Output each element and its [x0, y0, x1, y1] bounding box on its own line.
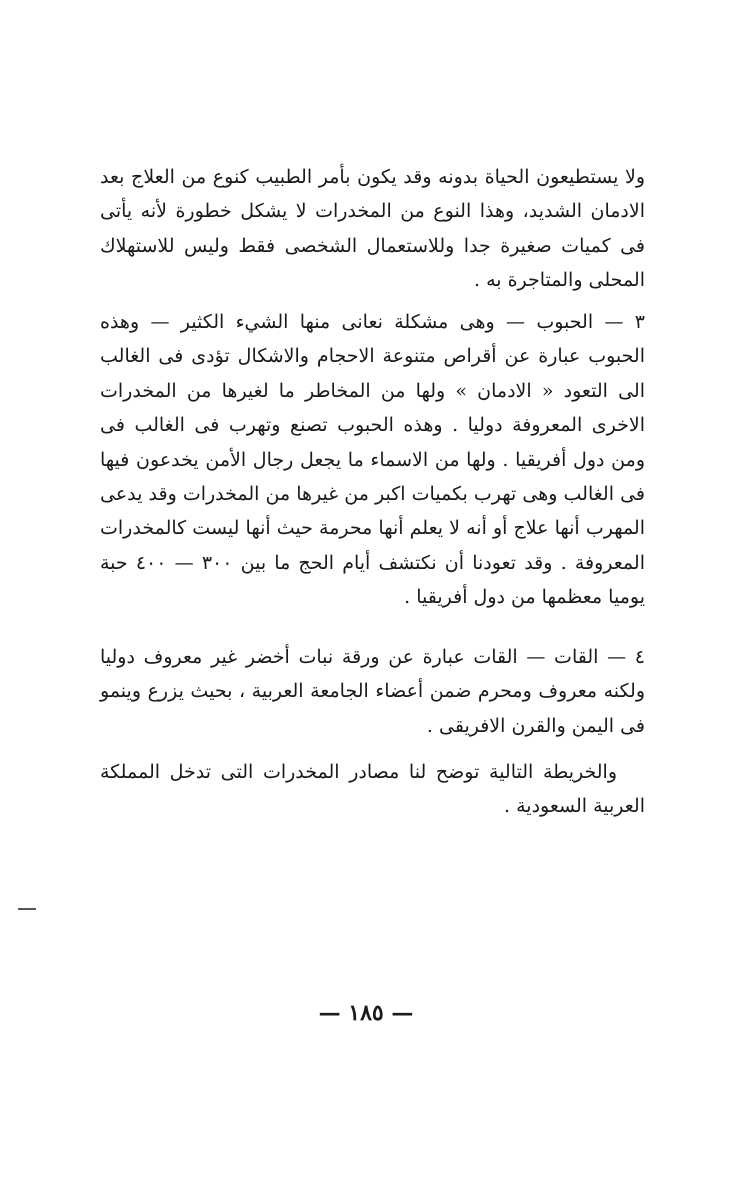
paragraph-map-intro: والخريطة التالية توضح لنا مصادر المخدرات التى تدخل المملكة العربية السعودية . — [100, 761, 645, 818]
paragraph-medical-use: ولا يستطيعون الحياة بدونه وقد يكون بأمر الطبيب كنوع من العلاج بعد الادمان الشديد، وهذا النوع من المخدرات لا يشكل خطورة لأنه يأتى فى كميات صغيرة جدا وللاستعمال الشخصى فقط وليس للاستهلاك المحلى والمتاجرة به . — [100, 166, 645, 292]
margin-mark — [18, 908, 36, 910]
paragraph-pills: ٣ — الحبوب — وهى مشكلة نعانى منها الشيء الكثير — وهذه الحبوب عبارة عن أقراص متنوعة الاحجام والاشكال تؤدى فى الغالب الى التعود « الادمان » ولها من المخاطر ما لغيرها من المخدرات الاخرى المعروفة دوليا . وهذه الحبوب تصنع وتهرب فى الغالب فى ومن دول أفريقيا . ولها من الاسماء ما يجعل رجال الأمن يخدعون فيها فى الغالب وهى تهرب بكميات اكبر من غيرها من المخدرات وقد يدعى المهرب أنها علاج أو أنه لا يعلم أنها محرمة حيث أنها ليست كالمخدرات المعروفة . وقد تعودنا أن نكتشف أيام الحج ما بين ٣٠٠ — ٤٠٠ حبة يوميا معظمها من دول أفريقيا . — [100, 311, 645, 609]
page-number: — ١٨٥ — — [318, 1000, 414, 1026]
paragraph-qat: ٤ — القات — القات عبارة عن ورقة نبات أخضر غير معروف دوليا ولكنه معروف ومحرم ضمن أعضاء الجامعة العربية ، بحيث يزرع وينمو فى اليمن والقرن الافريقى . — [100, 646, 645, 737]
